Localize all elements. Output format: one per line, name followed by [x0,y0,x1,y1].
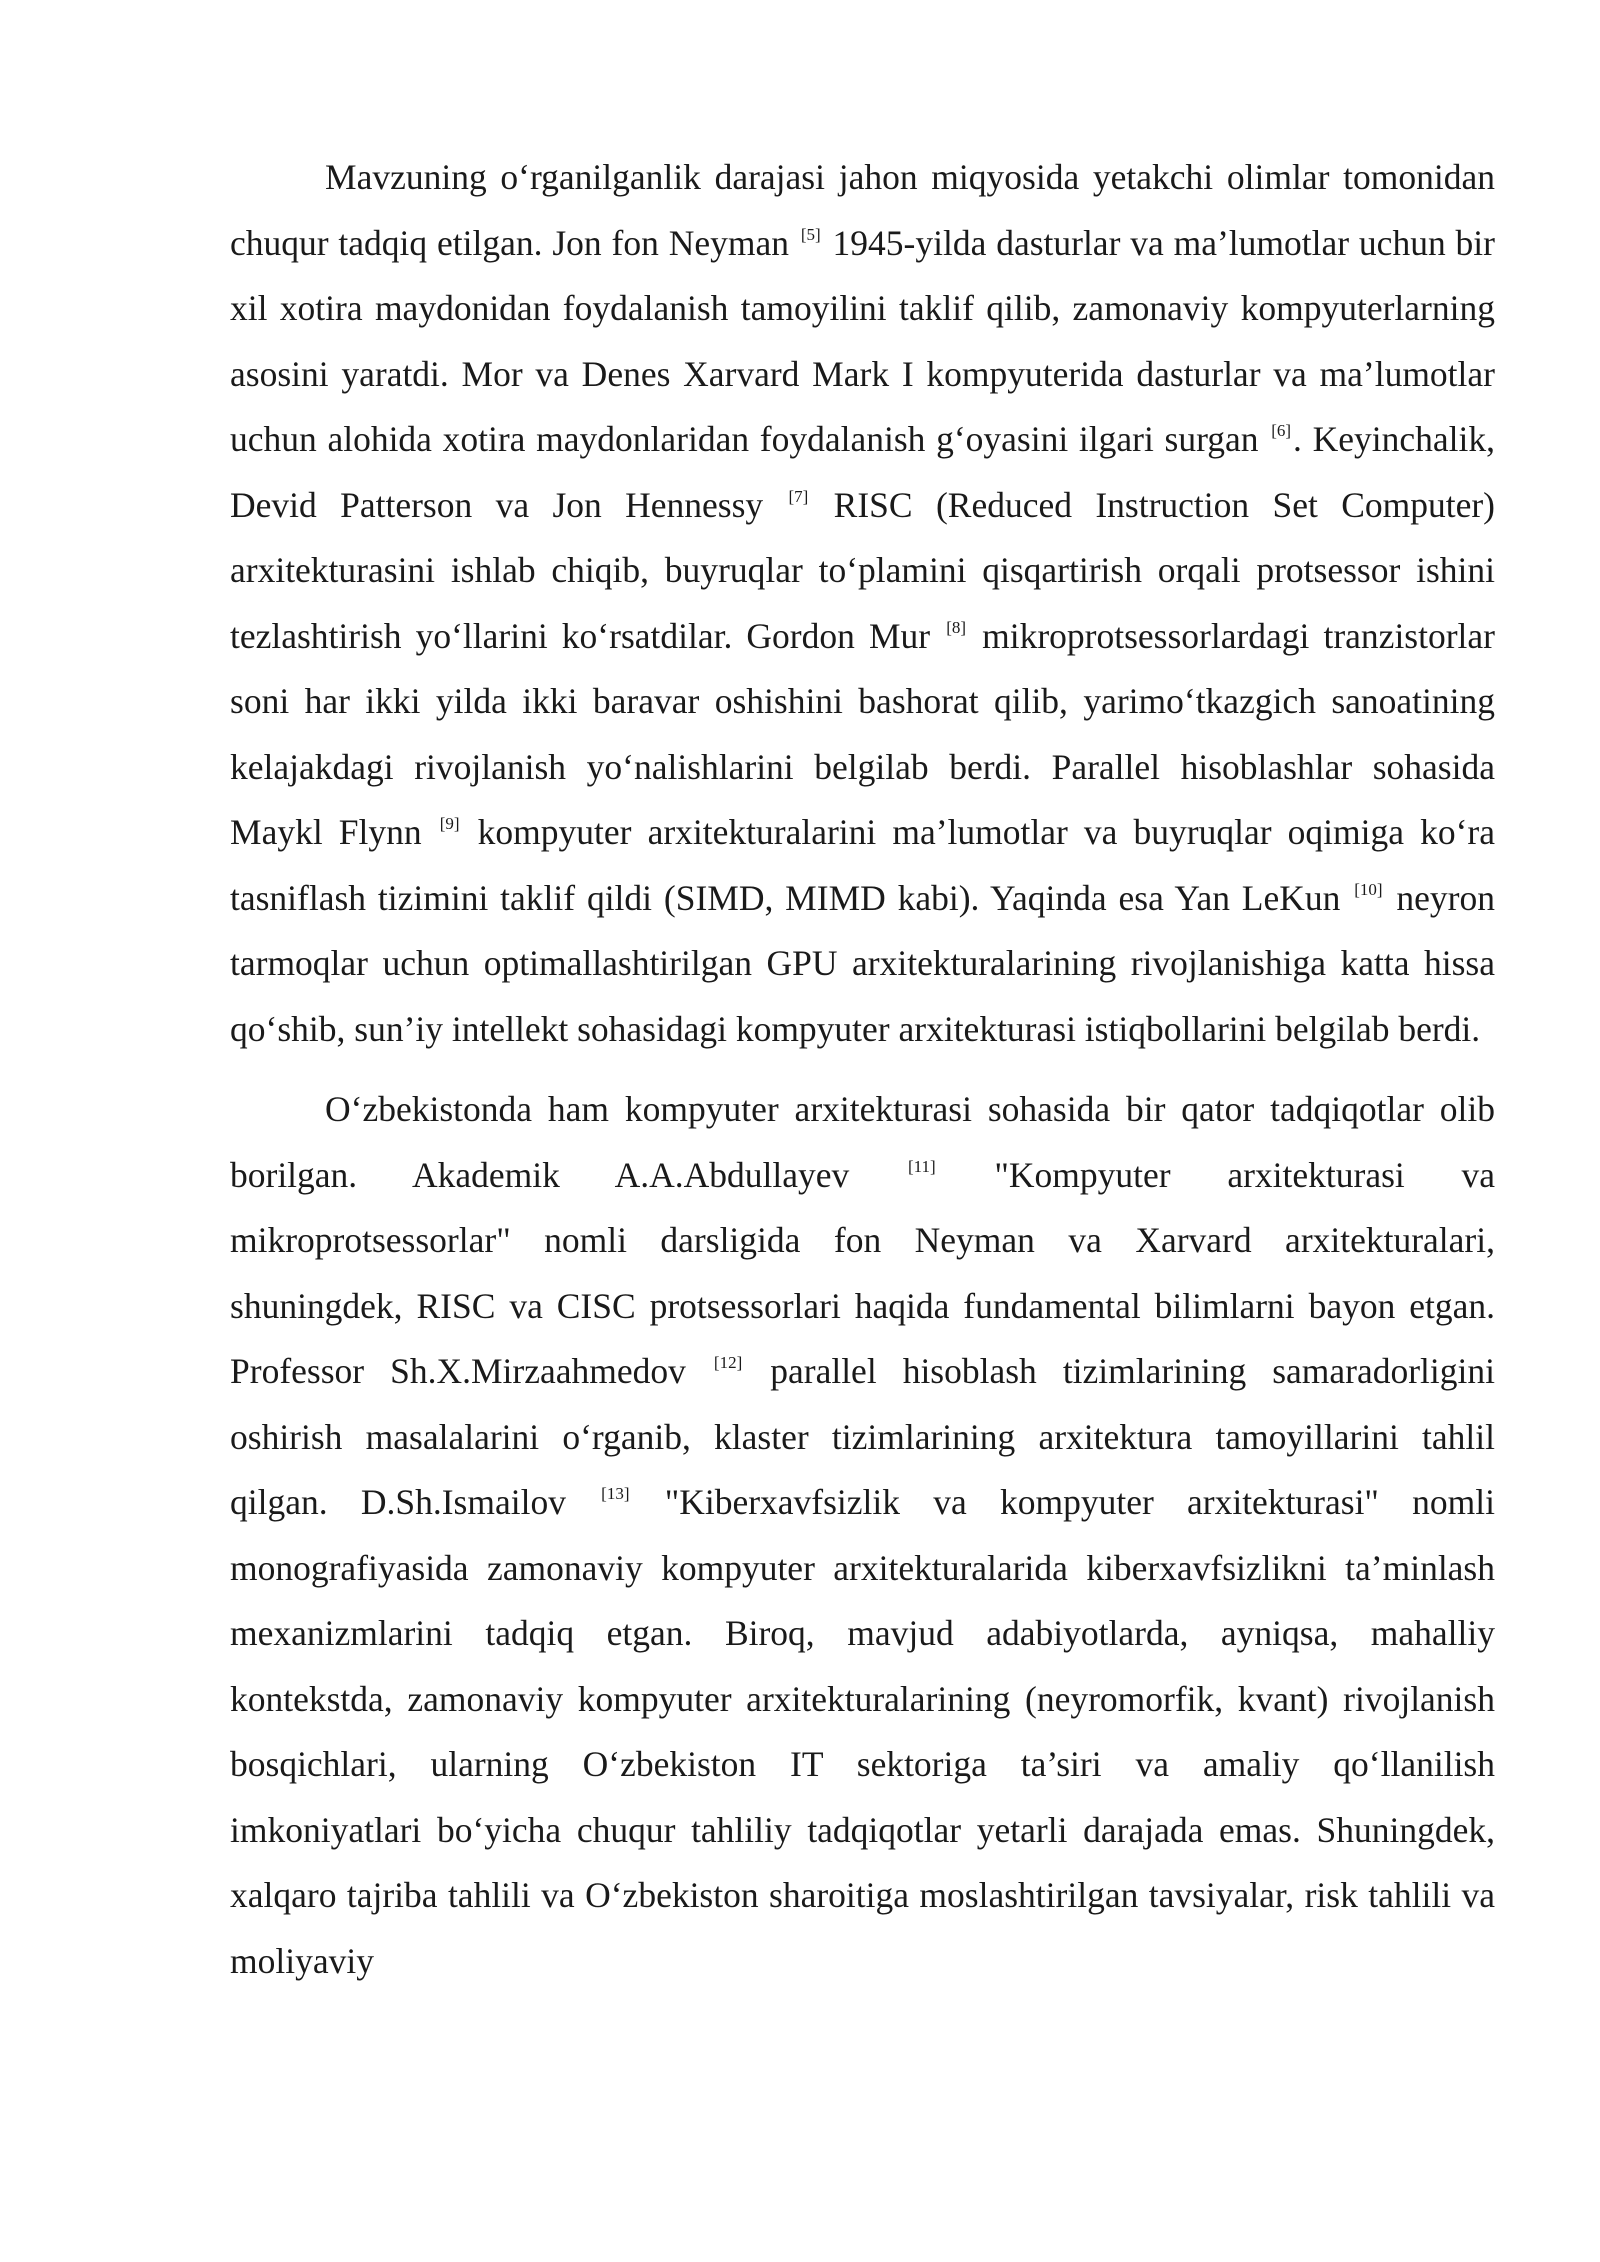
paragraph-literature-world [230,145,1495,1062]
document-page [230,145,1495,1994]
text-run: O‘zbekistonda ham kompyuter arxitekturasi sohasida bir qator tadqiqotlar olib borilgan. Akademik A.A.Abdullayev [230,1089,1495,1195]
text-run: "Kompyuter arxitekturasi va mikroprotsessorlar" nomli darsligida fon Neyman va Xarvard arxitekturalari, shuningdek, RISC va CISC protsessorlari haqida fundamental bilimlarni bayon etgan. Professor Sh.X.Mirzaahmedov [230,1154,1495,1391]
text-run: parallel hisoblash tizimlarining samaradorligini oshirish masalalarini o‘rganib, klaster tizimlarining arxitektura tamoyillarini tahlil qilgan. D.Sh.Ismailov [230,1351,1496,1522]
text-run: RISC (Reduced Instruction Set Computer) arxitekturasini ishlab chiqib, buyruqlar to‘plamini qisqartirish orqali protsessor ishini tezlashtirish yo‘llarini ko‘rsatdilar. Gordon Mur [230,484,1495,656]
citation-reference: [13] [601,1484,630,1503]
citation-reference: [7] [788,486,809,506]
text-run: 1945-yilda dasturlar va ma’lumotlar uchun bir xil xotira maydonidan foydalanish tamoyilini taklif qilib, zamonaviy kompyuterlarning asosini yaratdi. Mor va Denes Xarvard Mark I kompyuterida dasturlar va ma’lumotlar uchun alohida xotira maydonlaridan foydalanish g‘oyasini ilgari surgan [230,222,1495,459]
citation-reference: [5] [800,224,821,244]
citation-reference: [10] [1354,879,1383,899]
text-run: Mavzuning o‘rganilganlik darajasi jahon miqyosida yetakchi olimlar tomonidan chuqur tadqiq etilgan. Jon fon Neyman [230,157,1495,263]
citation-reference: [9] [439,814,460,833]
citation-reference: [6] [1271,421,1292,440]
paragraph-literature-uzbekistan [230,1077,1495,1994]
citation-reference: [11] [907,1156,936,1176]
citation-reference: [12] [713,1353,743,1372]
text-run: mikroprotsessorlardagi tranzistorlar soni har ikki yilda ikki baravar oshishini bashorat qilib, yarimo‘tkazgich sanoatining kelajakdagi rivojlanish yo‘nalishlarini belgilab berdi. Parallel hisoblashlar sohasida Maykl Flynn [230,615,1495,852]
text-run: . Keyinchalik, Devid Patterson va Jon Hennessy [230,419,1495,525]
text-run: neyron tarmoqlar uchun optimallashtirilgan GPU arxitekturalarining rivojlanishiga katta hissa qo‘shib, sun’iy intellekt sohasidagi kompyuter arxitekturasi istiqbollarini belgilab berdi. [230,877,1495,1049]
text-run: kompyuter arxitekturalarini ma’lumotlar va buyruqlar oqimiga ko‘ra tasniflash tizimini taklif qildi (SIMD, MIMD kabi). Yaqinda esa Yan LeKun [230,812,1495,918]
text-run: "Kiberxavfsizlik va kompyuter arxitekturasi" nomli monografiyasida zamonaviy kompyuter arxitekturalarida kiberxavfsizlikni ta’minlash mexanizmlarini tadqiq etgan. Biroq, mavjud adabiyotlarda, ayniqsa, mahalliy kontekstda, zamonaviy kompyuter arxitekturalarining (neyromorfik, kvant) rivojlanish bosqichlari, ularning O‘zbekiston IT sektoriga ta’siri va amaliy qo‘llanilish imkoniyatlari bo‘yicha chuqur tahliliy tadqiqotlar yetarli darajada emas. Shuningdek, xalqaro tajriba tahlili va O‘zbekiston sharoitiga moslashtirilgan tavsiyalar, risk tahlili va moliyaviy [230,1482,1495,1981]
citation-reference: [8] [946,617,967,637]
